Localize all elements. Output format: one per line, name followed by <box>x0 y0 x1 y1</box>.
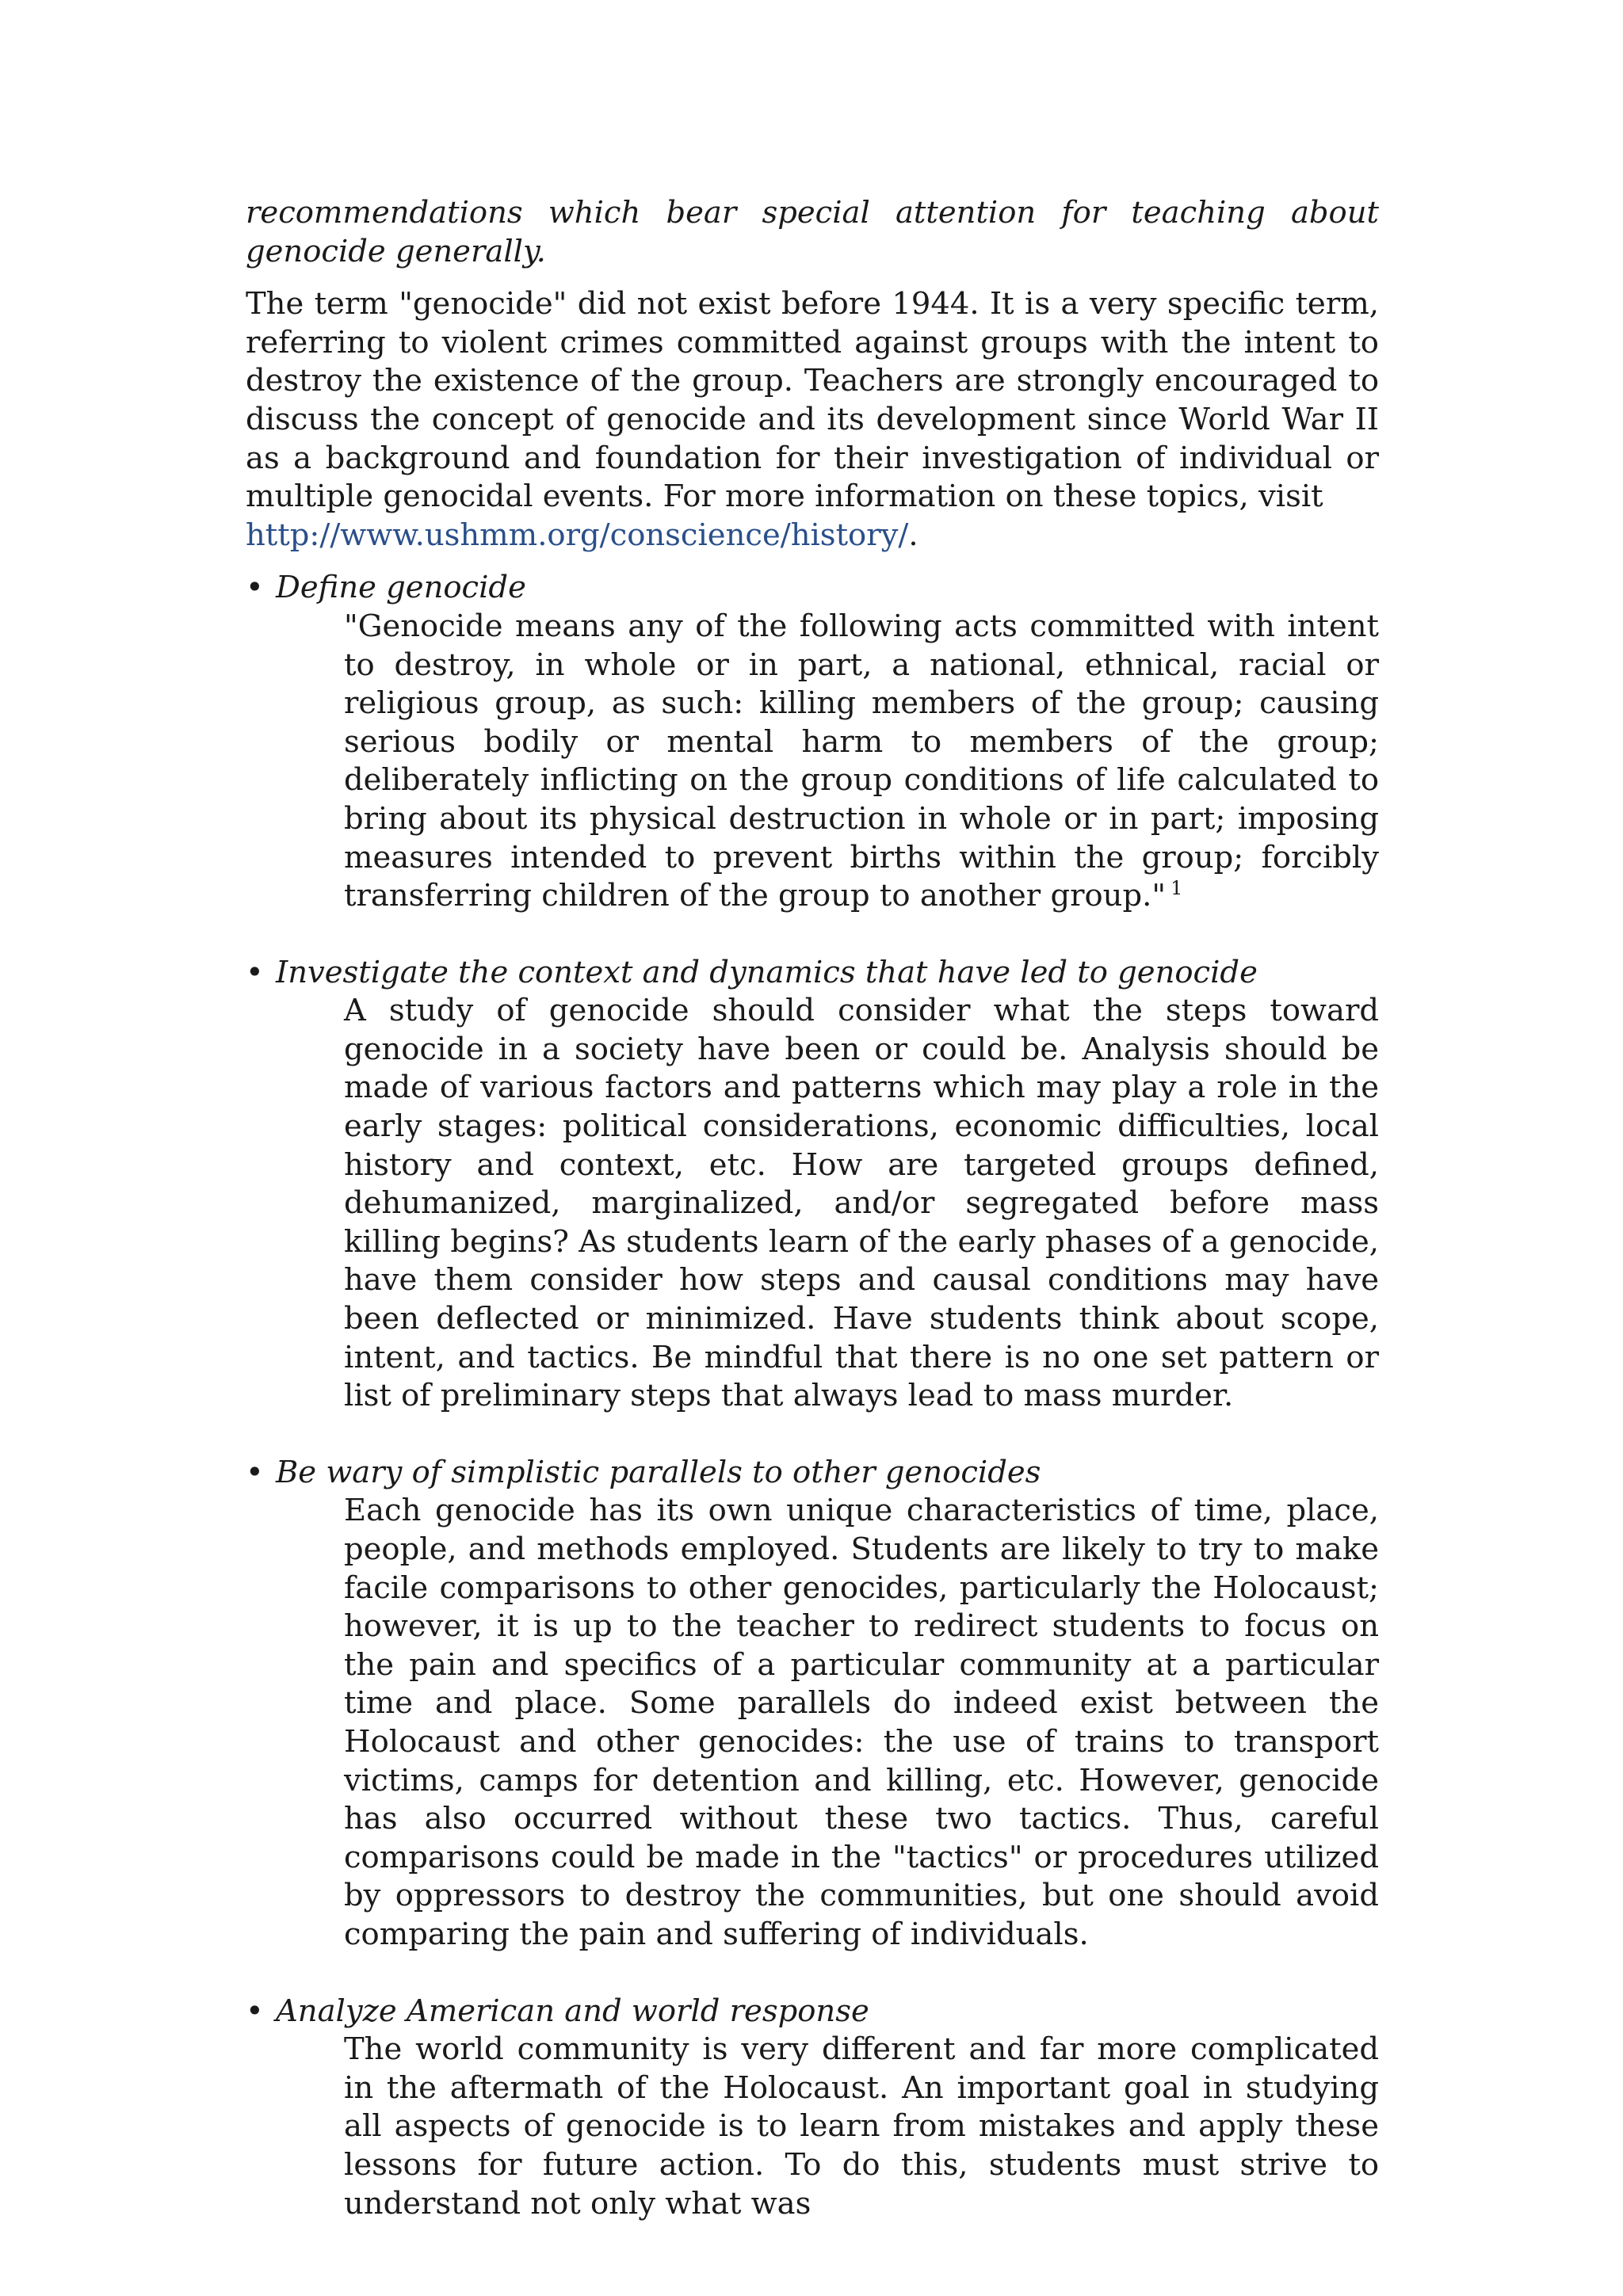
bullet-body <box>344 608 1379 916</box>
bullet-heading: Investigate the context and dynamics that have led to genocide <box>276 954 1258 990</box>
bullet-dot-icon: • <box>246 1993 264 2029</box>
ushmm-history-link[interactable]: http://www.ushmm.org/conscience/history/ <box>246 517 909 553</box>
bullet-dot-icon: • <box>246 570 264 606</box>
list-item <box>246 569 1379 915</box>
list-item <box>246 1993 1379 2224</box>
link-suffix: . <box>908 517 918 553</box>
bullet-body: A study of genocide should consider what the steps toward genocide in a society have been or could be. Analysis should be made of various factors and patterns which may play a role in the early stages: political considerations, economic difficulties, local history and context, etc. How are targeted groups defined, dehumanized, marginalized, and/or segregated before mass killing begins? As students learn of the early phases of a genocide, have them consider how steps and causal conditions may have been deflected or minimized. Have students think about scope, intent, and tactics. Be mindful that there is no one set pattern or list of preliminary steps that always lead to mass murder. <box>344 993 1379 1414</box>
bullet-body-text: "Genocide means any of the following acts committed with intent to destroy, in whole or in part, a national, ethnical, racial or religious group, as such: killing members of the group; causing serious bodily or mental harm to members of the group; deliberately inflicting on the group conditions of life calculated to bring about its physical destruction in whole or in part; imposing measures intended to prevent births within the group; forcibly transferring children of the group to another group." <box>344 608 1379 914</box>
bullet-heading: Define genocide <box>276 570 526 606</box>
bullet-body: Each genocide has its own unique characteristics of time, place, people, and methods employed. Students are likely to try to make facile comparisons to other genocides, particularly the Holocaust; however, it is up to the teacher to redirect students to focus on the pain and specifics of a particular community at a particular time and place. Some parallels do indeed exist between the Holocaust and other genocides: the use of trains to transport victims, camps for detention and killing, etc. However, genocide has also occurred without these two tactics. Thus, careful comparisons could be made in the "tactics" or procedures utilized by oppressors to destroy the communities, but one should avoid comparing the pain and suffering of individuals. <box>344 1493 1379 1952</box>
bullet-dot-icon: • <box>246 1454 264 1490</box>
paragraph-text: The term "genocide" did not exist before 1944. It is a very specific term, referring to violent crimes committed against groups with the intent to destroy the existence of the group. Teachers are strongly encouraged to discuss the concept of genocide and its development since World War II as a background and foundation for their investigation of individual or multiple genocidal events. For more information on these topics, visit <box>246 286 1379 515</box>
intro-text: recommendations which bear special attention for teaching about genocide generally. <box>246 195 1379 269</box>
bullet-body: The world community is very different and far more complicated in the aftermath of the Holocaust. An important goal in studying all aspects of genocide is to learn from mistakes and apply these lessons for future action. To do this, students must strive to understand not only what was <box>344 2031 1379 2222</box>
list-item <box>246 1454 1379 1955</box>
bullet-heading: Be wary of simplistic parallels to other genocides <box>276 1454 1041 1490</box>
bullet-dot-icon: • <box>246 954 264 990</box>
list-item <box>246 954 1379 1416</box>
document-page <box>246 194 1379 2261</box>
footnote-reference[interactable]: 1 <box>1170 877 1183 900</box>
genocide-term-paragraph <box>246 285 1379 555</box>
bullet-heading: Analyze American and world response <box>276 1993 869 2029</box>
recommendations-list <box>246 569 1379 2223</box>
